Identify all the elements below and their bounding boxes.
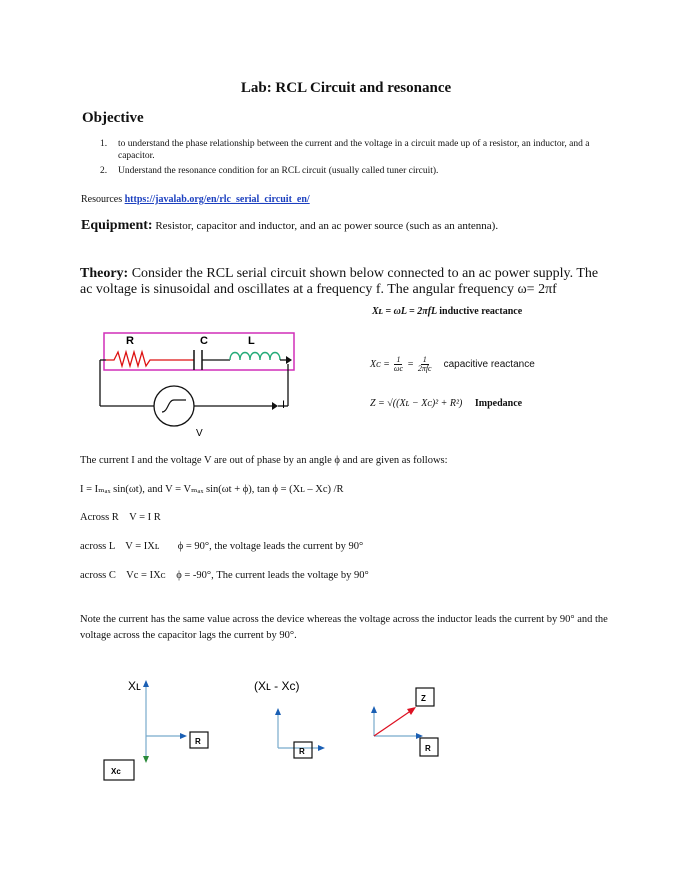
across-l-line: across L V = IXʟ ϕ = 90°, the voltage leads the current by 90° — [80, 541, 364, 552]
objective-number: 1. — [100, 139, 108, 149]
capacitive-reactance-formula — [370, 356, 535, 373]
equipment-line — [81, 218, 498, 234]
resources-line — [81, 194, 310, 205]
inductor-label: L — [248, 335, 255, 347]
r-box-label: R — [195, 737, 201, 746]
up-arrow-icon — [371, 706, 377, 713]
rcl-circuit-diagram — [92, 330, 302, 440]
resistor-label: R — [126, 335, 134, 347]
fraction-denominator: 2πfc — [417, 364, 432, 373]
xc-equals: = — [407, 359, 414, 370]
ac-wave-icon — [162, 400, 186, 412]
resistor-zigzag — [106, 352, 194, 366]
fraction — [394, 356, 403, 373]
xc-box-label: Xc — [111, 767, 121, 776]
fraction-numerator: 1 — [396, 355, 401, 364]
z-note: Impedance — [474, 398, 523, 409]
across-c-line: across C Vc = IXᴄ ϕ = -90°, The current leads the voltage by 90° — [80, 570, 369, 581]
fraction-numerator: 1 — [422, 355, 427, 364]
diff-phasor-label: (Xʟ - Xc) — [254, 679, 300, 693]
current-arrow-icon — [272, 402, 278, 410]
xc-lhs: Xᴄ = — [370, 359, 390, 370]
across-r-line: Across R V = I R — [80, 512, 161, 523]
objective-text: to understand the phase relationship between the current and the voltage in a circuit made up of a resistor, an inductor, and a capacitor. — [118, 139, 590, 161]
objective-number: 2. — [100, 166, 108, 176]
equipment-label: Equipment: — [81, 218, 153, 233]
xl-phasor-label: Xʟ — [128, 679, 141, 693]
objective-list — [100, 138, 620, 180]
capacitor-label: C — [200, 335, 208, 347]
current-label: I — [282, 399, 286, 411]
inductive-reactance-formula — [372, 306, 522, 317]
resources-label: Resources — [81, 194, 123, 205]
impedance-formula — [370, 398, 522, 409]
r-box-label: R — [299, 747, 305, 756]
equipment-text: Resistor, capacitor and inductor, and an ac power source (such as an antenna). — [155, 220, 499, 232]
up-arrow-icon — [275, 708, 281, 715]
phase-intro: The current I and the voltage V are out of phase by an angle ϕ and are given as follows: — [80, 455, 448, 466]
objective-item — [100, 165, 620, 177]
xl-note: inductive reactance — [439, 306, 523, 317]
z-equation: Z = √((Xʟ − Xᴄ)² + R²) — [370, 398, 463, 409]
fraction-denominator: ωc — [393, 364, 404, 373]
right-arrow-icon — [180, 733, 187, 739]
down-arrow-icon — [143, 756, 149, 763]
theory-text: Consider the RCL serial circuit shown below connected to an ac power supply. The ac voltage is sinusoidal and oscillates at a frequency f. The angular frequency ω= 2πf — [80, 266, 599, 297]
xl-equation: Xʟ = ωL = 2πfL — [372, 306, 437, 317]
fraction — [418, 356, 432, 373]
objective-item — [100, 138, 620, 162]
z-vector — [374, 710, 412, 736]
objective-text: Understand the resonance condition for an RCL circuit (usually called tuner circuit). — [118, 166, 439, 176]
right-arrow-icon — [318, 745, 325, 751]
current-arrow-icon — [286, 356, 292, 364]
z-arrow-icon — [407, 707, 416, 715]
xc-note: capacitive reactance — [443, 359, 535, 370]
phasor-diagrams — [98, 670, 618, 790]
voltage-label: V — [196, 428, 203, 439]
up-arrow-icon — [143, 680, 149, 687]
inductor-coil — [230, 353, 280, 361]
objective-heading: Objective — [82, 110, 144, 126]
note-paragraph: Note the current has the same value across the device whereas the voltage across the inductor leads the current by 90° and the voltage across the capacitor lags the current by 90°. — [80, 614, 608, 641]
current-voltage-equation: I = Iₘₐₓ sin(ωt), and V = Vₘₐₓ sin(ωt + ϕ), tan ϕ = (Xʟ – Xc) /R — [80, 484, 344, 495]
page-title: Lab: RCL Circuit and resonance — [240, 80, 452, 96]
ac-source-icon — [154, 386, 194, 426]
resources-link[interactable]: https://javalab.org/en/rlc_serial_circuit_en/ — [124, 194, 310, 205]
theory-paragraph — [80, 266, 600, 298]
r-box-label: R — [425, 744, 431, 753]
z-box-label: Z — [421, 694, 426, 703]
theory-label: Theory: — [80, 266, 129, 281]
